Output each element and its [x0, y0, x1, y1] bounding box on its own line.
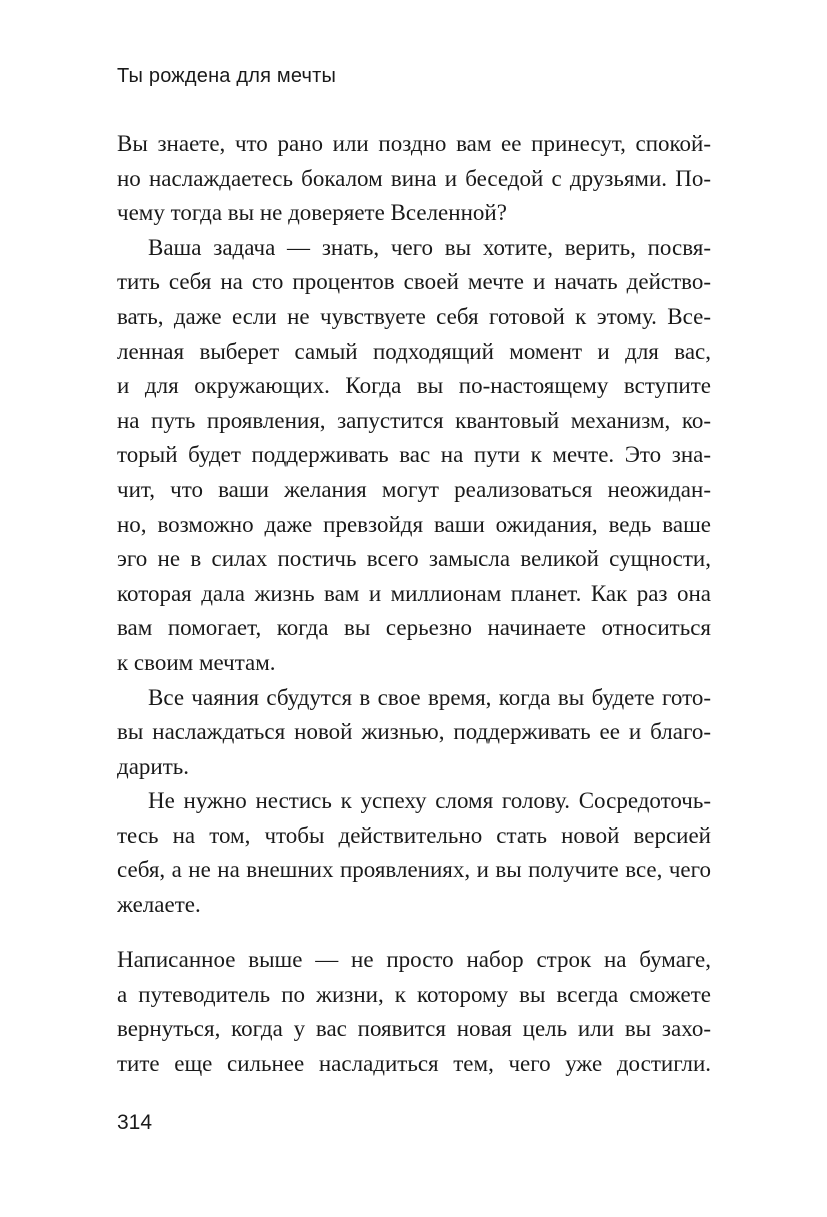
text-line: а путеводитель по жизни, к которому вы всегда сможете [117, 981, 711, 1007]
text-line: но наслаждаетесь бокалом вина и беседой с друзьями. По- [117, 165, 711, 191]
main-text-block [117, 127, 711, 923]
text-line: которая дала жизнь вам и миллионам планет. Как раз она [117, 580, 711, 606]
text-line: к своим мечтам. [117, 649, 276, 675]
running-header: Ты рождена для мечты [117, 65, 337, 87]
paragraph [117, 231, 711, 681]
text-line: Ваша задача — знать, чего вы хотите, верить, посвя- [148, 234, 711, 260]
text-line: торый будет поддерживать вас на пути к мечте. Это зна- [117, 442, 711, 468]
text-line: ленная выберет самый подходящий момент и для вас, [117, 338, 711, 364]
text-line: дарить. [117, 753, 190, 779]
paragraph [117, 681, 711, 785]
text-line: но, возможно даже превзойдя ваши ожидания, ведь ваше [117, 511, 711, 537]
page-number: 314 [117, 1111, 153, 1134]
text-line: чему тогда вы не доверяете Вселенной? [117, 200, 507, 226]
text-line: вернуться, когда у вас появится новая цель или вы захо- [117, 1016, 711, 1042]
text-line: чит, что ваши желания могут реализоваться неожидан- [117, 476, 711, 502]
text-line: тите еще сильнее насладиться тем, чего уже достигли. [117, 1050, 711, 1076]
text-line: Написанное выше — не просто набор строк на бумаге, [117, 947, 711, 972]
text-line: Вы знаете, что рано или поздно вам ее принесут, спокой- [117, 131, 711, 156]
text-line: тить себя на сто процентов своей мечте и начать действо- [117, 269, 711, 295]
text-line: Не нужно нестись к успеху сломя голову. Сосредоточь- [148, 788, 711, 814]
text-line: тесь на том, чтобы действительно стать новой версией [117, 822, 711, 848]
text-line: желаете. [117, 892, 201, 918]
text-line: себя, а не на внешних проявлениях, и вы получите все, чего [117, 857, 711, 883]
text-line: на путь проявления, запустится квантовый механизм, ко- [117, 407, 711, 433]
text-line: Все чаяния сбудутся в свое время, когда вы будете гото- [148, 684, 711, 710]
paragraph [117, 943, 711, 1081]
paragraph [117, 127, 711, 231]
text-line: вы наслаждаться новой жизнью, поддерживать ее и благо- [117, 719, 711, 745]
text-line: вам помогает, когда вы серьезно начинаете относиться [117, 615, 711, 641]
text-line: эго не в силах постичь всего замысла великой сущности, [117, 546, 711, 572]
text-line: и для окружающих. Когда вы по-настоящему вступите [117, 373, 711, 399]
text-line: вать, даже если не чувствуете себя готовой к этому. Все- [117, 303, 711, 329]
closing-text-block [117, 943, 711, 1081]
paragraph [117, 784, 711, 922]
